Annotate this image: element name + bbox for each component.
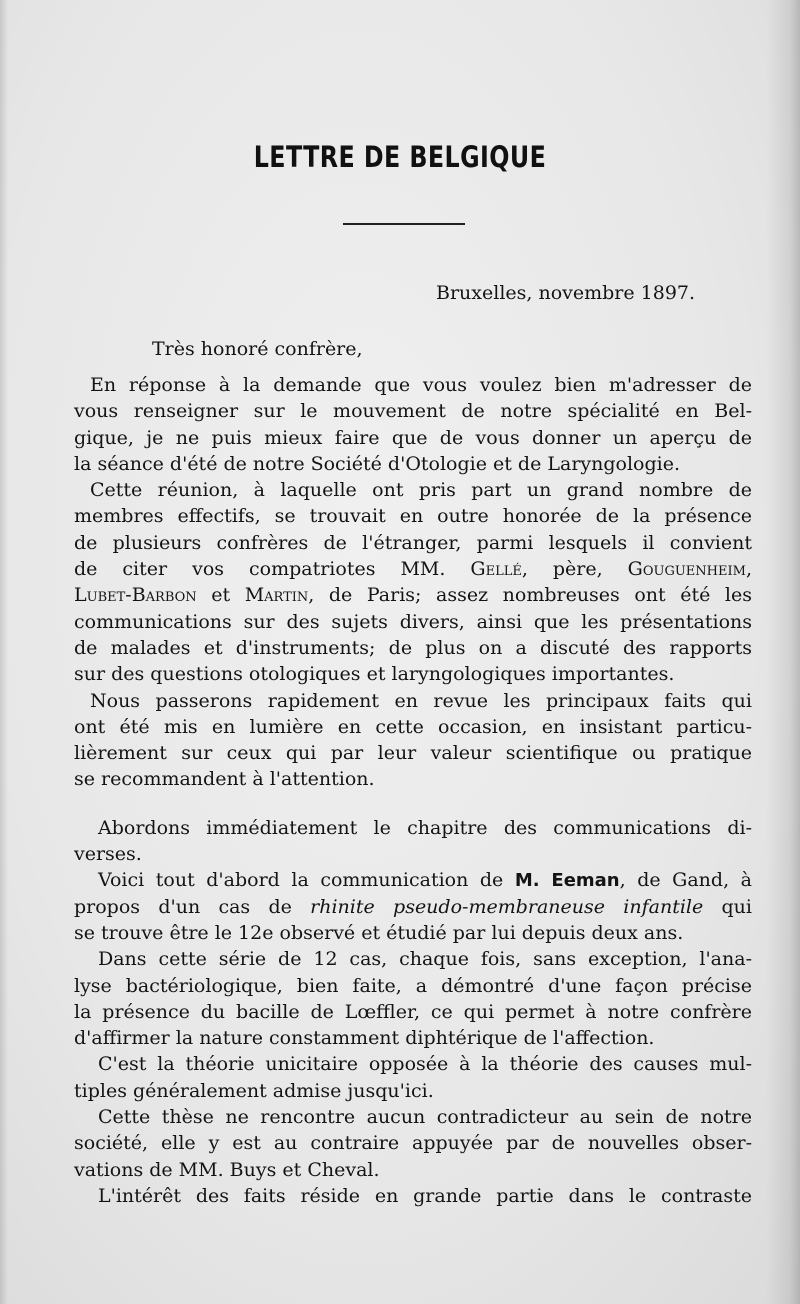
- text-run: Voici tout d'abord la communication de: [98, 869, 504, 892]
- text-run: et: [211, 584, 231, 607]
- text-line: C'est la théorie unicitaire opposée à la théorie des causes mul-: [98, 1053, 752, 1076]
- person-name: Gellé: [470, 558, 522, 581]
- person-name: Lubet-Barbon: [74, 584, 197, 607]
- text-line: sur des questions otologiques et laryngologiques importantes.: [74, 663, 675, 686]
- text-line: de malades et d'instruments; de plus on a discuté des rapports: [74, 636, 752, 659]
- text-line: Abordons immédiatement le chapitre des communications di-: [98, 816, 752, 839]
- text-line: Nous passerons rapidement en revue les principaux faits qui: [90, 689, 752, 712]
- text-run: propos d'un cas de: [74, 895, 292, 918]
- text-line: lièrement sur ceux qui par leur valeur scientifique ou pratique: [74, 742, 752, 765]
- text-line: vous renseigner sur le mouvement de notre spécialité en Bel-: [74, 400, 752, 423]
- person-name: M. Eeman: [514, 870, 620, 892]
- paragraph-gap: [74, 793, 752, 815]
- text-run: qui: [721, 895, 752, 918]
- text-line: Cette réunion, à laquelle ont pris part un grand nombre de: [90, 479, 752, 502]
- italic-term: rhinite pseudo-membraneuse infantile: [310, 895, 704, 918]
- text-line: gique, je ne puis mieux faire que de vous donner un aperçu de: [74, 426, 752, 449]
- text-line: L'intérêt des faits réside en grande partie dans le contraste: [98, 1184, 752, 1207]
- text-line: lyse bactériologique, bien faite, a démontré d'une façon précise: [74, 974, 752, 997]
- text-line: Cette thèse ne rencontre aucun contradicteur au sein de notre: [98, 1106, 752, 1129]
- text-line: ont été mis en lumière en cette occasion, en insistant particu-: [74, 715, 752, 738]
- text-line: Dans cette série de 12 cas, chaque fois, sans exception, l'ana-: [98, 948, 752, 971]
- page-right-shadow: [766, 0, 800, 1304]
- text-run: , père,: [521, 558, 603, 581]
- page-left-shadow: [0, 0, 8, 1304]
- text-line: [74, 582, 752, 608]
- text-run: de citer vos compatriotes MM.: [74, 558, 446, 581]
- person-name: Gouguenheim: [627, 558, 746, 581]
- text-line: de plusieurs confrères de l'étranger, parmi lesquels il convient: [74, 531, 752, 554]
- salutation: Très honoré confrère,: [152, 338, 363, 360]
- text-run: , de Paris; assez nombreuses ont été les: [308, 584, 752, 607]
- text-line: la présence du bacille de Lœffler, ce qui permet à notre confrère: [74, 1000, 752, 1023]
- text-line: vations de MM. Buys et Cheval.: [74, 1158, 380, 1181]
- letter-title: LETTRE DE BELGIQUE: [253, 140, 547, 174]
- text-line: [74, 556, 752, 582]
- text-line: En réponse à la demande que vous voulez bien m'adresser de: [90, 374, 752, 396]
- letter-body: [74, 372, 752, 1209]
- dateline: Bruxelles, novembre 1897.: [436, 282, 696, 304]
- text-line: [74, 867, 752, 893]
- text-line: verses.: [74, 843, 142, 866]
- text-line: communications sur des sujets divers, ainsi que les présentations: [74, 610, 752, 633]
- text-run: ,: [745, 558, 752, 581]
- text-line: d'affirmer la nature constamment diphtérique de l'affection.: [74, 1027, 655, 1050]
- text-line: [74, 894, 752, 920]
- person-name: Martin: [244, 584, 309, 607]
- text-line: se trouve être le 12e observé et étudié par lui depuis deux ans.: [74, 921, 684, 944]
- text-line: membres effectifs, se trouvait en outre honorée de la présence: [74, 505, 752, 528]
- text-line: société, elle y est au contraire appuyée par de nouvelles obser-: [74, 1132, 752, 1155]
- text-line: se recommandent à l'attention.: [74, 768, 375, 791]
- text-run: , de Gand, à: [619, 869, 752, 892]
- title-rule: [343, 223, 465, 225]
- text-line: tiples généralement admise jusqu'ici.: [74, 1079, 434, 1102]
- text-line: la séance d'été de notre Société d'Otologie et de Laryngologie.: [74, 452, 681, 475]
